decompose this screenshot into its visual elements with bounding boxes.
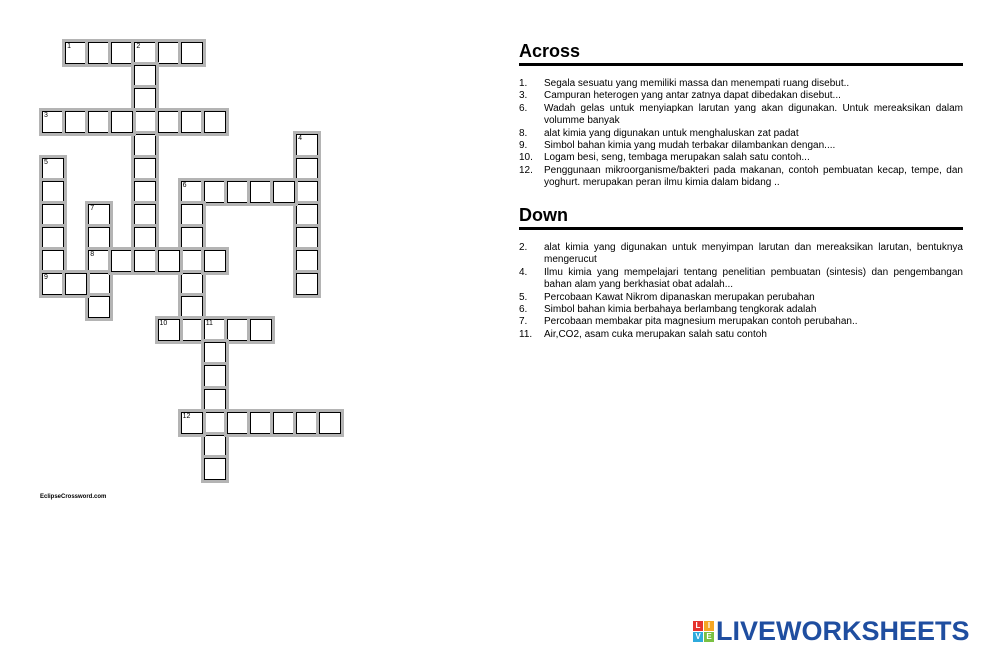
clue-text: Ilmu kimia yang mempelajari tentang penelitian pembuatan (sintesis) dan pengembangan bahan alam yang berkhasiat obat adalah... — [544, 266, 963, 291]
crossword-cell[interactable] — [88, 42, 110, 64]
down-clue — [519, 242, 963, 267]
crossword-cell[interactable] — [134, 227, 156, 249]
across-clue — [519, 152, 963, 164]
crossword-cell[interactable] — [134, 111, 156, 133]
crossword-cell[interactable] — [204, 365, 226, 387]
crossword-cell[interactable] — [296, 227, 318, 249]
across-clue — [519, 78, 963, 90]
crossword-cell[interactable] — [181, 273, 203, 295]
crossword-cell[interactable] — [42, 227, 64, 249]
down-clue — [519, 329, 963, 341]
crossword-cell[interactable] — [204, 412, 226, 434]
crossword-cell[interactable] — [273, 181, 295, 203]
clue-text: Wadah gelas untuk menyiapkan larutan yang akan digunakan. Untuk mereaksikan dalam volumme banyak — [544, 102, 963, 127]
crossword-cell[interactable] — [42, 181, 64, 203]
crossword-cell[interactable] — [111, 250, 133, 272]
crossword-cell[interactable] — [250, 319, 272, 341]
clue-number: 6 — [182, 181, 187, 189]
crossword-cell[interactable] — [134, 204, 156, 226]
down-rule — [519, 227, 963, 230]
crossword-cell[interactable] — [204, 181, 226, 203]
crossword-cell[interactable] — [181, 204, 203, 226]
clue-text: Logam besi, seng, tembaga merupakan salah satu contoh... — [544, 152, 810, 164]
crossword-cell[interactable] — [181, 181, 203, 203]
logo-wordmark: LIVEWORKSHEETS — [716, 616, 970, 646]
crossword-cell[interactable] — [111, 42, 133, 64]
clue-number: 12 — [182, 412, 191, 420]
clue-number: 9 — [44, 274, 48, 281]
crossword-cell[interactable] — [319, 412, 341, 434]
clue-index: 1. — [519, 78, 528, 89]
clue-number: 4 — [298, 135, 302, 143]
crossword-cell[interactable] — [65, 42, 87, 64]
clue-index: 5. — [519, 291, 528, 303]
crossword-cell[interactable] — [296, 181, 318, 203]
across-clue — [519, 103, 963, 128]
crossword-cell[interactable] — [204, 319, 226, 341]
logo-badge-letter: L — [693, 621, 703, 631]
clue-text: Percobaan Kawat Nikrom dipanaskan merupakan perubahan — [544, 291, 815, 303]
clue-index: 6. — [519, 102, 528, 114]
crossword-cell[interactable] — [273, 412, 295, 434]
clue-index: 8. — [519, 127, 528, 139]
crossword-cell[interactable] — [88, 273, 110, 295]
crossword-cell[interactable] — [296, 204, 318, 226]
crossword-cell[interactable] — [158, 319, 180, 341]
crossword-cell[interactable] — [204, 435, 226, 457]
clue-text: Simbol bahan kimia berbahaya berlambang tengkorak adalah — [544, 304, 817, 316]
clue-number: 5 — [44, 158, 48, 166]
clue-index: 11. — [519, 328, 533, 340]
crossword-cell[interactable] — [296, 412, 318, 434]
crossword-cell[interactable] — [250, 181, 272, 203]
crossword-cell[interactable] — [181, 412, 203, 434]
crossword-cell[interactable] — [42, 250, 64, 272]
crossword-cell[interactable] — [227, 181, 249, 203]
crossword-cell[interactable] — [134, 88, 156, 110]
clue-number: 3 — [44, 112, 48, 120]
clue-number: 2 — [136, 43, 141, 50]
crossword-cell[interactable] — [42, 204, 64, 226]
crossword-cell[interactable] — [88, 204, 110, 226]
crossword-cell[interactable] — [88, 111, 110, 133]
crossword-cell[interactable] — [181, 250, 203, 272]
clue-number: 11 — [205, 320, 213, 328]
crossword-cell[interactable] — [158, 250, 180, 272]
crossword-cell[interactable] — [42, 273, 64, 295]
crossword-cell[interactable] — [204, 458, 226, 480]
down-clue-list — [519, 242, 963, 341]
clue-text: Percobaan membakar pita magnesium merupakan contoh perubahan.. — [544, 316, 858, 328]
crossword-credit: EclipseCrossword.com — [40, 494, 107, 500]
across-clue-list — [519, 78, 963, 190]
crossword-cell[interactable] — [65, 273, 87, 295]
across-heading: Across — [519, 41, 581, 61]
crossword-cell[interactable] — [227, 412, 249, 434]
down-clue — [519, 304, 963, 316]
clue-text: alat kimia yang digunakan untuk menyimpan larutan dan mereaksikan larutan, bentuknya mengerucut — [544, 242, 963, 266]
logo-badge-icon — [693, 621, 714, 642]
crossword-cell[interactable] — [42, 158, 64, 180]
crossword-cell[interactable] — [134, 158, 156, 180]
crossword-cell[interactable] — [134, 134, 156, 156]
crossword-cell[interactable] — [181, 227, 203, 249]
clue-index: 6. — [519, 304, 528, 316]
liveworksheets-logo — [693, 617, 970, 645]
clue-index: 10. — [519, 152, 533, 164]
across-clue — [519, 140, 963, 152]
crossword-cell[interactable] — [181, 42, 203, 64]
crossword-cell[interactable] — [88, 250, 110, 272]
crossword-cell[interactable] — [88, 296, 110, 318]
crossword-cell[interactable] — [158, 111, 180, 133]
down-clue — [519, 316, 963, 328]
down-section — [519, 204, 963, 341]
logo-badge-letter: E — [704, 632, 714, 642]
clue-number: 7 — [90, 204, 95, 212]
crossword-cell[interactable] — [204, 250, 226, 272]
crossword-cell[interactable] — [158, 42, 180, 64]
crossword-cell[interactable] — [250, 412, 272, 434]
crossword-cell[interactable] — [227, 319, 249, 341]
crossword-cell[interactable] — [296, 134, 318, 156]
across-section — [519, 40, 963, 190]
clue-text: Air,CO2, asam cuka merupakan salah satu contoh — [544, 328, 767, 340]
logo-badge-letter: V — [693, 632, 703, 642]
crossword-cell[interactable] — [42, 111, 64, 133]
clue-index: 4. — [519, 266, 528, 278]
clue-number: 8 — [90, 250, 95, 258]
across-clue — [519, 165, 963, 190]
clue-index: 7. — [519, 316, 528, 328]
crossword-cell[interactable] — [296, 250, 318, 272]
across-clue — [519, 128, 963, 140]
crossword-cell[interactable] — [134, 250, 156, 272]
crossword-cell[interactable] — [204, 389, 226, 411]
crossword-cell[interactable] — [134, 181, 156, 203]
across-clue — [519, 90, 963, 102]
clue-text: Segala sesuatu yang memiliki massa dan menempati ruang disebut.. — [544, 78, 850, 89]
crossword-cell[interactable] — [296, 158, 318, 180]
down-heading: Down — [519, 205, 568, 225]
crossword-cell[interactable] — [296, 273, 318, 295]
clue-number: 10 — [159, 320, 168, 328]
clue-text: Simbol bahan kimia yang mudah terbakar dilambankan dengan.... — [544, 140, 836, 152]
crossword-cell[interactable] — [204, 111, 226, 133]
down-clue — [519, 267, 963, 292]
clue-index: 9. — [519, 140, 528, 152]
clue-index: 2. — [519, 242, 528, 253]
crossword-grid — [0, 0, 340, 500]
clue-number: 1 — [67, 43, 71, 50]
crossword-cell[interactable] — [204, 342, 226, 364]
clue-index: 12. — [519, 164, 533, 176]
clue-text: alat kimia yang digunakan untuk menghaluskan zat padat — [544, 127, 799, 139]
crossword-cell[interactable] — [111, 111, 133, 133]
crossword-cell[interactable] — [65, 111, 87, 133]
crossword-cell[interactable] — [181, 319, 203, 341]
across-rule — [519, 63, 963, 66]
clue-text: Penggunaan mikroorganisme/bakteri pada makanan, contoh pembuatan kecap, tempe, dan yoghurt. merupakan peran ilmu kimia dalam bidang .. — [544, 164, 963, 189]
clue-index: 3. — [519, 90, 528, 102]
crossword-cell[interactable] — [134, 42, 156, 64]
logo-badge-letter: I — [704, 621, 714, 631]
crossword-cell[interactable] — [181, 111, 203, 133]
clue-text: Campuran heterogen yang antar zatnya dapat dibedakan disebut... — [544, 90, 841, 102]
crossword-cell[interactable] — [88, 227, 110, 249]
crossword-cell[interactable] — [181, 296, 203, 318]
down-clue — [519, 292, 963, 304]
crossword-cell[interactable] — [134, 65, 156, 87]
